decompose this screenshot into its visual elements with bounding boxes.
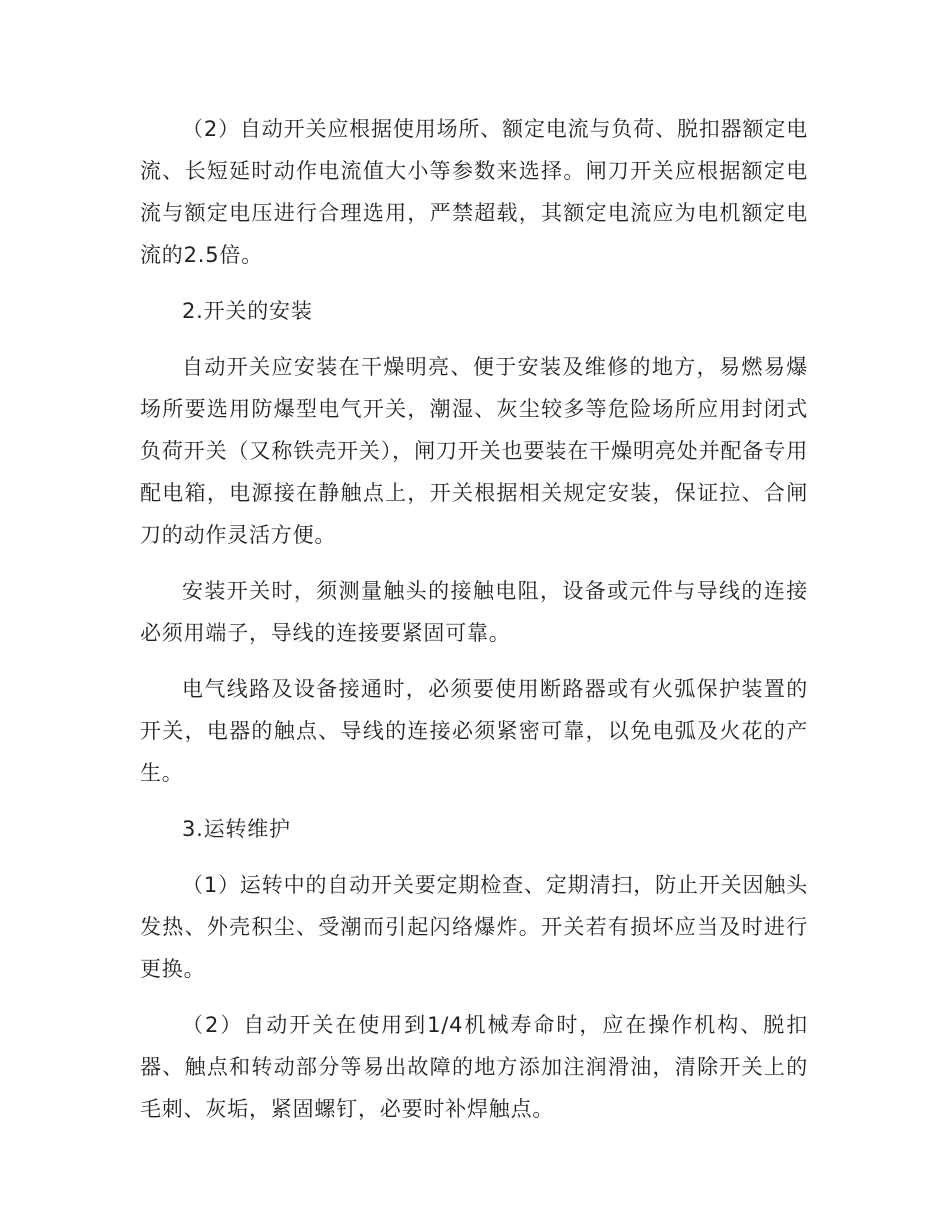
document-body <box>140 108 808 1144</box>
section-heading-switch-installation: 2.开关的安装 <box>182 299 313 323</box>
paragraph-switch-selection: （2）自动开关应根据使用场所、额定电流与负荷、脱扣器额定电流、长短延时动作电流值大小等参数来选择。闸刀开关应根据额定电流与额定电压进行合理选用，严禁超载，其额定电流应为电机额定电流的2.5倍。 <box>140 117 808 267</box>
paragraph-periodic-inspection: （1）运转中的自动开关要定期检查、定期清扫，防止开关因触头发热、外壳积尘、受潮而引起闪络爆炸。开关若有损坏应当及时进行更换。 <box>140 873 808 981</box>
section-heading-operation-maintenance: 3.运转维护 <box>182 817 291 841</box>
paragraph-lubrication: （2）自动开关在使用到1/4机械寿命时，应在操作机构、脱扣器、触点和转动部分等易出故障的地方添加注润滑油，清除开关上的毛刺、灰垢，紧固螺钉，必要时补焊触点。 <box>140 1013 808 1121</box>
paragraph-installation-location: 自动开关应安装在干燥明亮、便于安装及维修的地方，易燃易爆场所要选用防爆型电气开关，潮湿、灰尘较多等危险场所应用封闭式负荷开关（又称铁壳开关），闸刀开关也要装在干燥明亮处并配备专用配电箱，电源接在静触点上，开关根据相关规定安装，保证拉、合闸刀的动作灵活方便。 <box>140 355 808 547</box>
paragraph-circuit-breaker: 电气线路及设备接通时，必须要使用断路器或有火弧保护装置的开关，电器的触点、导线的连接必须紧密可靠，以免电弧及火花的产生。 <box>140 677 808 785</box>
paragraph-contact-resistance: 安装开关时，须测量触头的接触电阻，设备或元件与导线的连接必须用端子，导线的连接要紧固可靠。 <box>140 579 808 645</box>
